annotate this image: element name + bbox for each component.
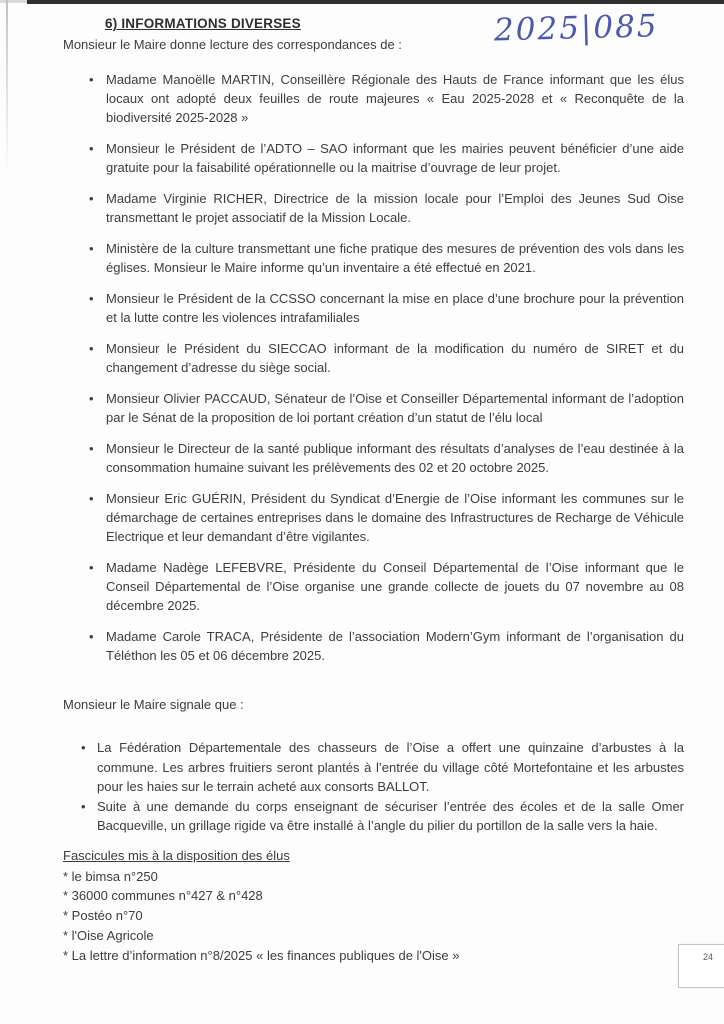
page-number-box xyxy=(678,944,724,988)
mayor-announcement-intro: Monsieur le Maire signale que : xyxy=(63,697,244,712)
scan-artifact-left-edge xyxy=(6,0,8,175)
handwritten-reference-number: 2025|085 xyxy=(493,8,659,49)
fascicule-item: * le bimsa n°250 xyxy=(63,868,158,884)
page-number: 24 xyxy=(702,952,713,962)
announcement-list xyxy=(63,738,686,836)
correspondence-item: • Madame Carole TRACA, Présidente de l’association Modern’Gym informant de l’organisation du Téléthon les 05 et 06 décembre 2025. xyxy=(63,627,686,665)
correspondence-list xyxy=(63,70,686,665)
correspondence-item: • Madame Manoëlle MARTIN, Conseillère Régionale des Hauts de France informant que les élus locaux ont adopté deux feuilles de route majeures « Eau 2025-2028 et « Reconquête de la biodiversité 2025-2028 » xyxy=(63,70,686,127)
correspondence-item: • Monsieur le Président de la CCSSO concernant la mise en place d’une brochure pour la prévention et la lutte contre les violences intrafamiliales xyxy=(63,289,686,327)
fascicule-item: * l'Oise Agricole xyxy=(63,927,154,943)
announcement-item: • Suite à une demande du corps enseignant de sécuriser l’entrée des écoles et de la salle Omer Bacqueville, un grillage rigide va être installé à l’angle du pilier du portillon de la salle vers la haie. xyxy=(63,797,686,836)
correspondence-item: • Madame Nadège LEFEBVRE, Présidente du Conseil Départemental de l’Oise informant que le Conseil Départemental de l’Oise organise une grande collecte de jouets du 07 novembre au 08 décembre 2025. xyxy=(63,558,686,615)
scan-artifact-top-left xyxy=(0,0,27,3)
fascicule-item: * 36000 communes n°427 & n°428 xyxy=(63,888,263,904)
fascicules-list xyxy=(63,867,686,966)
fascicule-item: * La lettre d’information n°8/2025 « les finances publiques de l'Oise » xyxy=(63,947,460,963)
correspondence-item: • Madame Virginie RICHER, Directrice de la mission locale pour l’Emploi des Jeunes Sud Oise transmettant le projet associatif de la Mission Locale. xyxy=(63,189,686,227)
correspondence-item: • Monsieur le Président de l’ADTO – SAO informant que les mairies peuvent bénéficier d’une aide gratuite pour la faisabilité opérationnelle ou la maitrise d’ouvrage de leur projet. xyxy=(63,139,686,177)
correspondence-item: • Monsieur le Directeur de la santé publique informant des résultats d’analyses de l’eau destinée à la consommation humaine suivant les prélèvements des 02 et 20 octobre 2025. xyxy=(63,439,686,477)
correspondence-item: • Monsieur le Président du SIECCAO informant de la modification du numéro de SIRET et du changement d’adresse du siège social. xyxy=(63,339,686,377)
correspondence-item: • Ministère de la culture transmettant une fiche pratique des mesures de prévention des vols dans les églises. Monsieur le Maire informe qu’un inventaire a été effectué en 2021. xyxy=(63,239,686,277)
fascicule-item: * Postéo n°70 xyxy=(63,908,143,924)
section-title: 6) INFORMATIONS DIVERSES xyxy=(105,16,301,31)
fascicules-heading: Fascicules mis à la disposition des élus xyxy=(63,847,290,863)
correspondence-item: • Monsieur Eric GUÉRIN, Président du Syndicat d’Energie de l’Oise informant les communes sur le démarchage de certaines entreprises dans le domaine des Infrastructures de Recharge de Véhicule Electrique et leur demandant d’être vigilantes. xyxy=(63,489,686,546)
announcement-item: • La Fédération Départementale des chasseurs de l’Oise a offert une quinzaine d’arbustes à la commune. Les arbres fruitiers seront plantés à l’entrée du village côté Mortefontaine et les arbustes pour les haies sur le terrain acheté aux consorts BALLOT. xyxy=(63,738,686,797)
scan-artifact-top-edge xyxy=(27,0,724,4)
correspondence-item: • Monsieur Olivier PACCAUD, Sénateur de l’Oise et Conseiller Départemental informant de l’adoption par le Sénat de la proposition de loi portant création d’un statut de l’élu local xyxy=(63,389,686,427)
intro-line: Monsieur le Maire donne lecture des correspondances de : xyxy=(63,37,402,52)
document-content xyxy=(63,14,686,965)
